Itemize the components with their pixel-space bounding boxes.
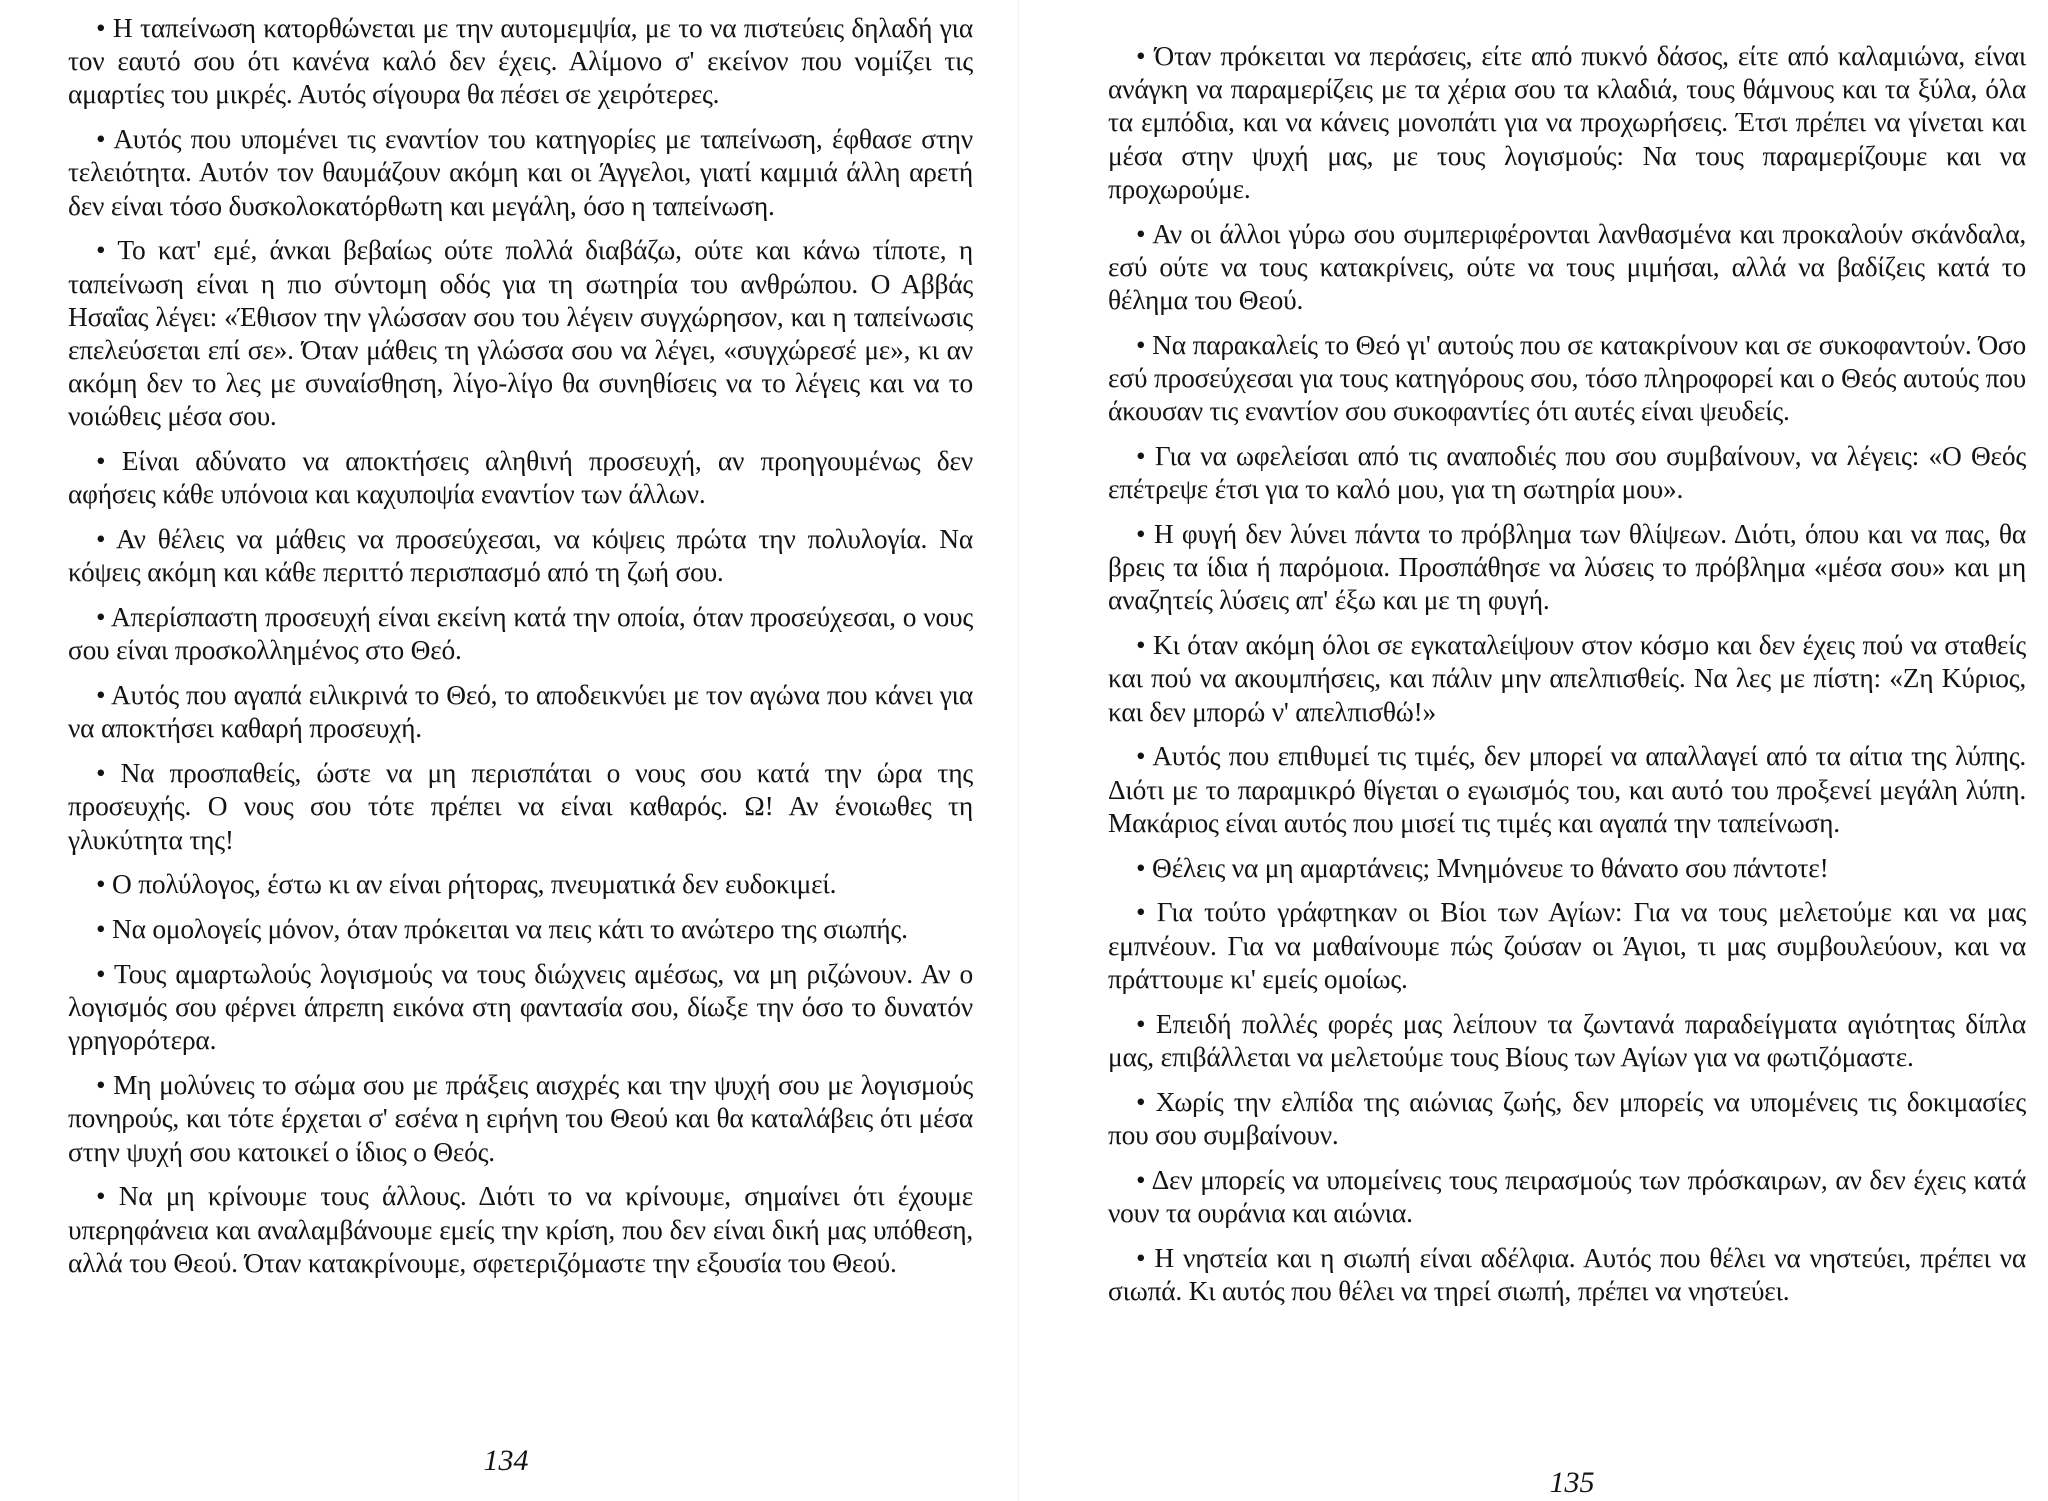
paragraph: • Θέλεις να μη αμαρτάνεις; Μνημόνευε το θάνατο σου πάντοτε! bbox=[1136, 852, 1829, 883]
paragraph: • Δεν μπορείς να υπομείνεις τους πειρασμούς των πρόσκαιρων, αν δεν έχεις κατά νουν τα ουράνια και αιώνια. bbox=[1108, 1164, 2026, 1228]
left-page bbox=[0, 0, 1000, 1501]
paragraph: • Όταν πρόκειται να περάσεις, είτε από πυκνό δάσος, είτε από καλαμιώνα, είναι ανάγκη να παραμερίζεις με τα χέρια σου τα κλαδιά, τους θάμνους και τα ξύλα, όλα τα εμπόδια, και να κάνεις μονοπάτι για να προχωρήσεις. Έτσι πρέπει να γίνεται και μέσα στην ψυχή μας, με τους λογισμούς: Να τους παραμερίζουμε και να προχωρούμε. bbox=[1108, 41, 2026, 204]
page-number: 135 bbox=[1549, 1466, 1595, 1499]
paragraph: • Κι όταν ακόμη όλοι σε εγκαταλείψουν στον κόσμο και δεν έχεις πού να σταθείς και πού να ακουμπήσεις, και πάλιν μην απελπισθείς. Να λες με πίστη: «Ζη Κύριος, και δεν μπορώ ν' απελπισθώ!» bbox=[1108, 630, 2026, 727]
paragraph: • Τους αμαρτωλούς λογισμούς να τους διώχνεις αμέσως, να μη ριζώνουν. Αν ο λογισμός σου φέρνει άπρεπη εικόνα στη φαντασία σου, δίωξε την όσο το δυνατόν γρηγορότερα. bbox=[68, 959, 973, 1056]
right-page-text bbox=[1108, 40, 2026, 1320]
paragraph: • Αν οι άλλοι γύρω σου συμπεριφέρονται λανθασμένα και προκαλούν σκάνδαλα, εσύ ούτε να τους κατακρίνεις, ούτε να τους μιμήσαι, αλλά να βαδίζεις κατά το θέλημα του Θεού. bbox=[1108, 218, 2026, 316]
paragraph: • Το κατ' εμέ, άνκαι βεβαίως ούτε πολλά διαβάζω, ούτε και κάνω τίποτε, η ταπείνωση είναι η πιο σύντομη οδός για τη σωτηρία του ανθρώπου. Ο Αββάς Ησαΐας λέγει: «Έθισον την γλώσσαν σου του λέγειν συγχώρησον, και η ταπείνωσις επελεύσεται επί σε». Όταν μάθεις τη γλώσσα σου να λέγει, «συγχώρεσέ με», κι αν ακόμη δεν το λες με συναίσθηση, λίγο-λίγο θα συνηθίσεις να το λέγεις και να το νοιώθεις μέσα σου. bbox=[68, 235, 973, 432]
paragraph: • Είναι αδύνατο να αποκτήσεις αληθινή προσευχή, αν προηγουμένως δεν αφήσεις κάθε υπόνοια και καχυποψία εναντίον των άλλων. bbox=[68, 446, 973, 510]
paragraph: • Αν θέλεις να μάθεις να προσεύχεσαι, να κόψεις πρώτα την πολυλογία. Να κόψεις ακόμη και κάθε περιττό περισπασμό από τη ζωή σου. bbox=[68, 524, 973, 588]
paragraph: • Αυτός που επιθυμεί τις τιμές, δεν μπορεί να απαλλαγεί από τα αίτια της λύπης. Διότι με το παραμικρό θίγεται ο εγωισμός του, και αυτό του προξενεί μεγάλη λύπη. Μακάριος είναι αυτός που μισεί τις τιμές και αγαπά την ταπείνωση. bbox=[1108, 741, 2026, 838]
paragraph: • Να παρακαλείς το Θεό γι' αυτούς που σε κατακρίνουν και σε συκοφαντούν. Όσο εσύ προσεύχεσαι για τους κατηγόρους σου, τόσο πληροφορεί και ο Θεός αυτούς που άκουσαν τις εναντίον σου συκοφαντίες ότι αυτές είναι ψευδείς. bbox=[1108, 329, 2026, 427]
paragraph: • Για τούτο γράφτηκαν οι Βίοι των Αγίων: Για να τους μελετούμε και να μας εμπνέουν. Για να μαθαίνουμε πώς ζούσαν οι Άγιοι, τι μας συμβουλεύουν, και να πράττουμε κι' εμείς ομοίως. bbox=[1108, 897, 2026, 994]
paragraph: • Για να ωφελείσαι από τις αναποδιές που σου συμβαίνουν, να λέγεις: «Ο Θεός επέτρεψε έτσι για το καλό μου, για τη σωτηρία μου». bbox=[1108, 441, 2026, 505]
paragraph: • Απερίσπαστη προσευχή είναι εκείνη κατά την οποία, όταν προσεύχεσαι, ο νους σου είναι προσκολλημένος στο Θεό. bbox=[68, 602, 973, 666]
paragraph: • Η φυγή δεν λύνει πάντα το πρόβλημα των θλίψεων. Διότι, όπου και να πας, θα βρεις τα ίδια ή παρόμοια. Προσπάθησε να λύσεις το πρόβλημα «μέσα σου» και μη αναζητείς λύσεις απ' έξω και με τη φυγή. bbox=[1108, 519, 2026, 616]
left-page-text bbox=[68, 12, 973, 1292]
paragraph: • Ο πολύλογος, έστω κι αν είναι ρήτορας, πνευματικά δεν ευδοκιμεί. bbox=[96, 869, 837, 900]
paragraph: • Να προσπαθείς, ώστε να μη περισπάται ο νους σου κατά την ώρα της προσευχής. Ο νους σου τότε πρέπει να είναι καθαρός. Ω! Αν ένοιωθες τη γλυκύτητα της! bbox=[68, 758, 973, 855]
paragraph: • Αυτός που υπομένει τις εναντίον του κατηγορίες με ταπείνωση, έφθασε στην τελειότητα. Αυτόν τον θαυμάζουν ακόμη και οι Άγγελοι, γιατί καμμιά άλλη αρετή δεν είναι τόσο δυσκολοκατόρθωτη και μεγάλη, όσο η ταπείνωση. bbox=[68, 124, 973, 221]
paragraph: • Αυτός που αγαπά ειλικρινά το Θεό, το αποδεικνύει με τον αγώνα που κάνει για να αποκτήσει καθαρή προσευχή. bbox=[68, 680, 973, 744]
paragraph: • Επειδή πολλές φορές μας λείπουν τα ζωντανά παραδείγματα αγιότητας δίπλα μας, επιβάλλεται να μελετούμε τους Βίους των Αγίων για να φωτιζόμαστε. bbox=[1108, 1008, 2026, 1072]
paragraph: • Η νηστεία και η σιωπή είναι αδέλφια. Αυτός που θέλει να νηστεύει, πρέπει να σιωπά. Κι αυτός που θέλει να τηρεί σιωπή, πρέπει να νηστεύει. bbox=[1108, 1242, 2026, 1306]
paragraph: • Η ταπείνωση κατορθώνεται με την αυτομεμψία, με το να πιστεύεις δηλαδή για τον εαυτό σου ότι κανένα καλό δεν έχεις. Αλίμονο σ' εκείνον που νομίζει τις αμαρτίες του μικρές. Αυτός σίγουρα θα πέσει σε χειρότερες. bbox=[68, 13, 973, 110]
paragraph: • Χωρίς την ελπίδα της αιώνιας ζωής, δεν μπορείς να υπομένεις τις δοκιμασίες που σου συμβαίνουν. bbox=[1108, 1086, 2026, 1150]
right-page bbox=[1000, 0, 2048, 1501]
page-number: 134 bbox=[483, 1444, 529, 1477]
paragraph: • Μη μολύνεις το σώμα σου με πράξεις αισχρές και την ψυχή σου με λογισμούς πονηρούς, και τότε έρχεται σ' εσένα η ειρήνη του Θεού και θα καταλάβεις ότι μέσα στην ψυχή σου κατοικεί ο ίδιος ο Θεός. bbox=[68, 1070, 973, 1167]
paragraph: • Να μη κρίνουμε τους άλλους. Διότι το να κρίνουμε, σημαίνει ότι έχουμε υπερηφάνεια και αναλαμβάνουμε εμείς την κρίση, που δεν είναι δική μας υπόθεση, αλλά του Θεού. Όταν κατακρίνουμε, σφετεριζόμαστε την εξουσία του Θεού. bbox=[68, 1181, 973, 1278]
paragraph: • Να ομολογείς μόνον, όταν πρόκειται να πεις κάτι το ανώτερο της σιωπής. bbox=[96, 914, 908, 945]
